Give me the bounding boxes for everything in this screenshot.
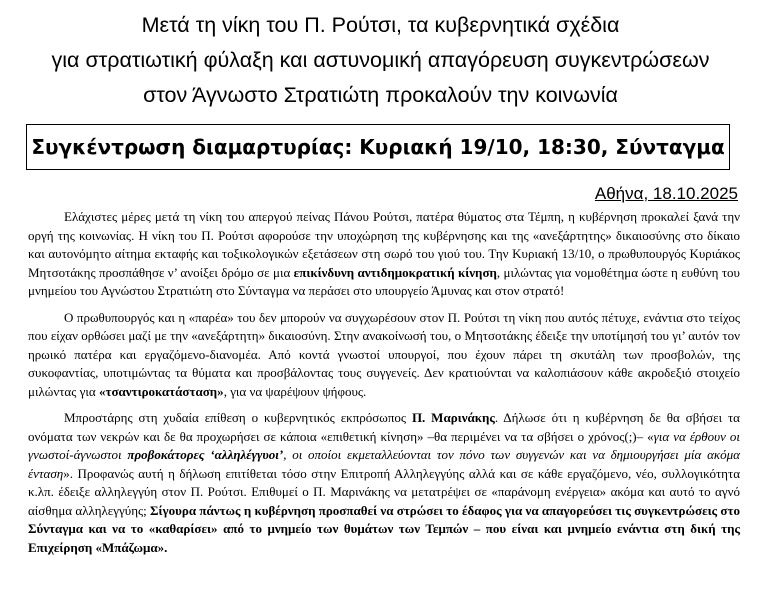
dateline: Αθήνα, 18.10.2025: [594, 184, 738, 203]
p1-text-2: , μιλώντας για νομοθέτημα ώστε η ευθύνη του μνημείου του Αγνώστου Στρατιώτη στο Σύνταγμα να περάσει στο υπουργείο Άμυνας και στον στρατό!: [28, 264, 740, 298]
protest-banner: [26, 124, 730, 170]
paragraph-3: [28, 409, 740, 557]
p3-bold-italic-1: προβοκάτορες ‘αλληλέγγυοι’: [127, 447, 284, 462]
paragraph-1: [28, 208, 740, 301]
p2-bold-1: «τσαντιροκατάσταση»: [98, 383, 224, 399]
headline: [0, 8, 761, 113]
article-body: [28, 208, 740, 565]
p3-bold-2: Σίγουρα πάντως η κυβέρνηση προσπαθεί να στρώσει το έδαφος για να απαγορεύσει τις συγκεντρώσεις στο Σύνταγμα και να το «καθαρίσει» από το μνημείο των θυμάτων των Τεμπών – που είναι και μνημείο ενάντια στη δική της Επιχείρηση «Μπάζωμα».: [28, 502, 740, 555]
p3-text-3: ». Προφανώς αυτή η δήλωση επιτίθεται τόσο στην Επιτροπή Αλληλεγγύης αλλά και σε κάθε εργαζόμενο, νέο, συλλογικότητα κ.λπ. έδειξε αλληλεγγύη στον Π. Ρούτσι. Επιθυμεί ο Π. Μαρινάκης να μετατρέψει σε «παράνομη ενέργεια» ακόμα και αυτό το αγνό αίσθημα αλληλεγγύης;: [28, 465, 740, 518]
p3-italic-1: για να έρθουν οι γνωστοί-άγνωστοι: [28, 428, 740, 462]
p3-text-2: . Δήλωσε ότι η κυβέρνηση δε θα σβήσει τα ονόματα των νεκρών και δε θα προχωρήσει σε κάποια «επιθετική κίνηση» –θα περιμένει να τα σβήσει ο χρόνος(;)– «: [28, 410, 740, 444]
p1-text-1: Ελάχιστες μέρες μετά τη νίκη του απεργού πείνας Πάνου Ρούτσι, πατέρα θύματος στα Τέμπη, η κυβέρνηση προκαλεί ξανά την οργή της κοινωνίας. Η νίκη του Π. Ρούτσι αφορούσε την υποχώρηση της κυβέρνησης και της «ανεξάρτητης» δικαιοσύνης στο δίκαιο και αυτονόμητο αίτημα εκταφής και τοξικολογικών εξετάσεων στη σωρό του γιού του. Την Κυριακή 13/10, ο πρωθυπουργός Κυριάκος Μητσοτάκης προσπάθησε ν’ ανοίξει δρόμο σε μια: [28, 209, 740, 280]
headline-line-2: για στρατιωτική φύλαξη και αστυνομική απαγόρευση συγκεντρώσεων: [51, 48, 710, 72]
p3-text-1: Μπροστάρης στη χυδαία επίθεση ο κυβερνητικός εκπρόσωπος: [64, 410, 412, 425]
protest-banner-text: Συγκέντρωση διαμαρτυρίας: Κυριακή 19/10, 18:30, Σύνταγμα: [31, 135, 725, 159]
paragraph-2: [28, 309, 740, 402]
headline-line-3: στον Άγνωστο Στρατιώτη προκαλούν την κοινωνία: [143, 83, 618, 107]
headline-line-1: Μετά τη νίκη του Π. Ρούτσι, τα κυβερνητικά σχέδια: [141, 13, 620, 37]
p2-text-2: , για να ψαρέψουν ψήφους.: [223, 383, 367, 399]
p1-bold-1: επικίνδυνη αντιδημοκρατική κίνηση: [293, 264, 497, 280]
p3-bold-1: Π. Μαρινάκης: [411, 410, 495, 425]
p3-italic-2: , οι οποίοι εκμεταλλεύονται τον πόνο των συγγενών και να δημιουργήσει μία ακόμα ένταση: [28, 447, 740, 481]
p2-text-1: Ο πρωθυπουργός και η «παρέα» του δεν μπορούν να συγχωρέσουν στον Π. Ρούτσι τη νίκη που αυτός πέτυχε, ενάντια στο τείχος που είχαν ορθώσει μαζί με την «ανεξάρτητη» δικαιοσύνη. Στην ανακοίνωσή του, ο Μητσοτάκης έδειξε την υποτίμησή του γι’ αυτόν τον ηρωικό πατέρα και εργαζόμενο-διανομέα. Από κοντά γνωστοί υπουργοί, που έχουν πάρει τη σκυτάλη των προσβολών, της συκοφαντίας, υποτιμώντας τα θύματα και προσβάλοντας τους συγγενείς. Δεν κρατιούνται να καλοπιάσουν κάθε ακροδεξιό στοιχείο μιλώντας για: [28, 309, 740, 399]
